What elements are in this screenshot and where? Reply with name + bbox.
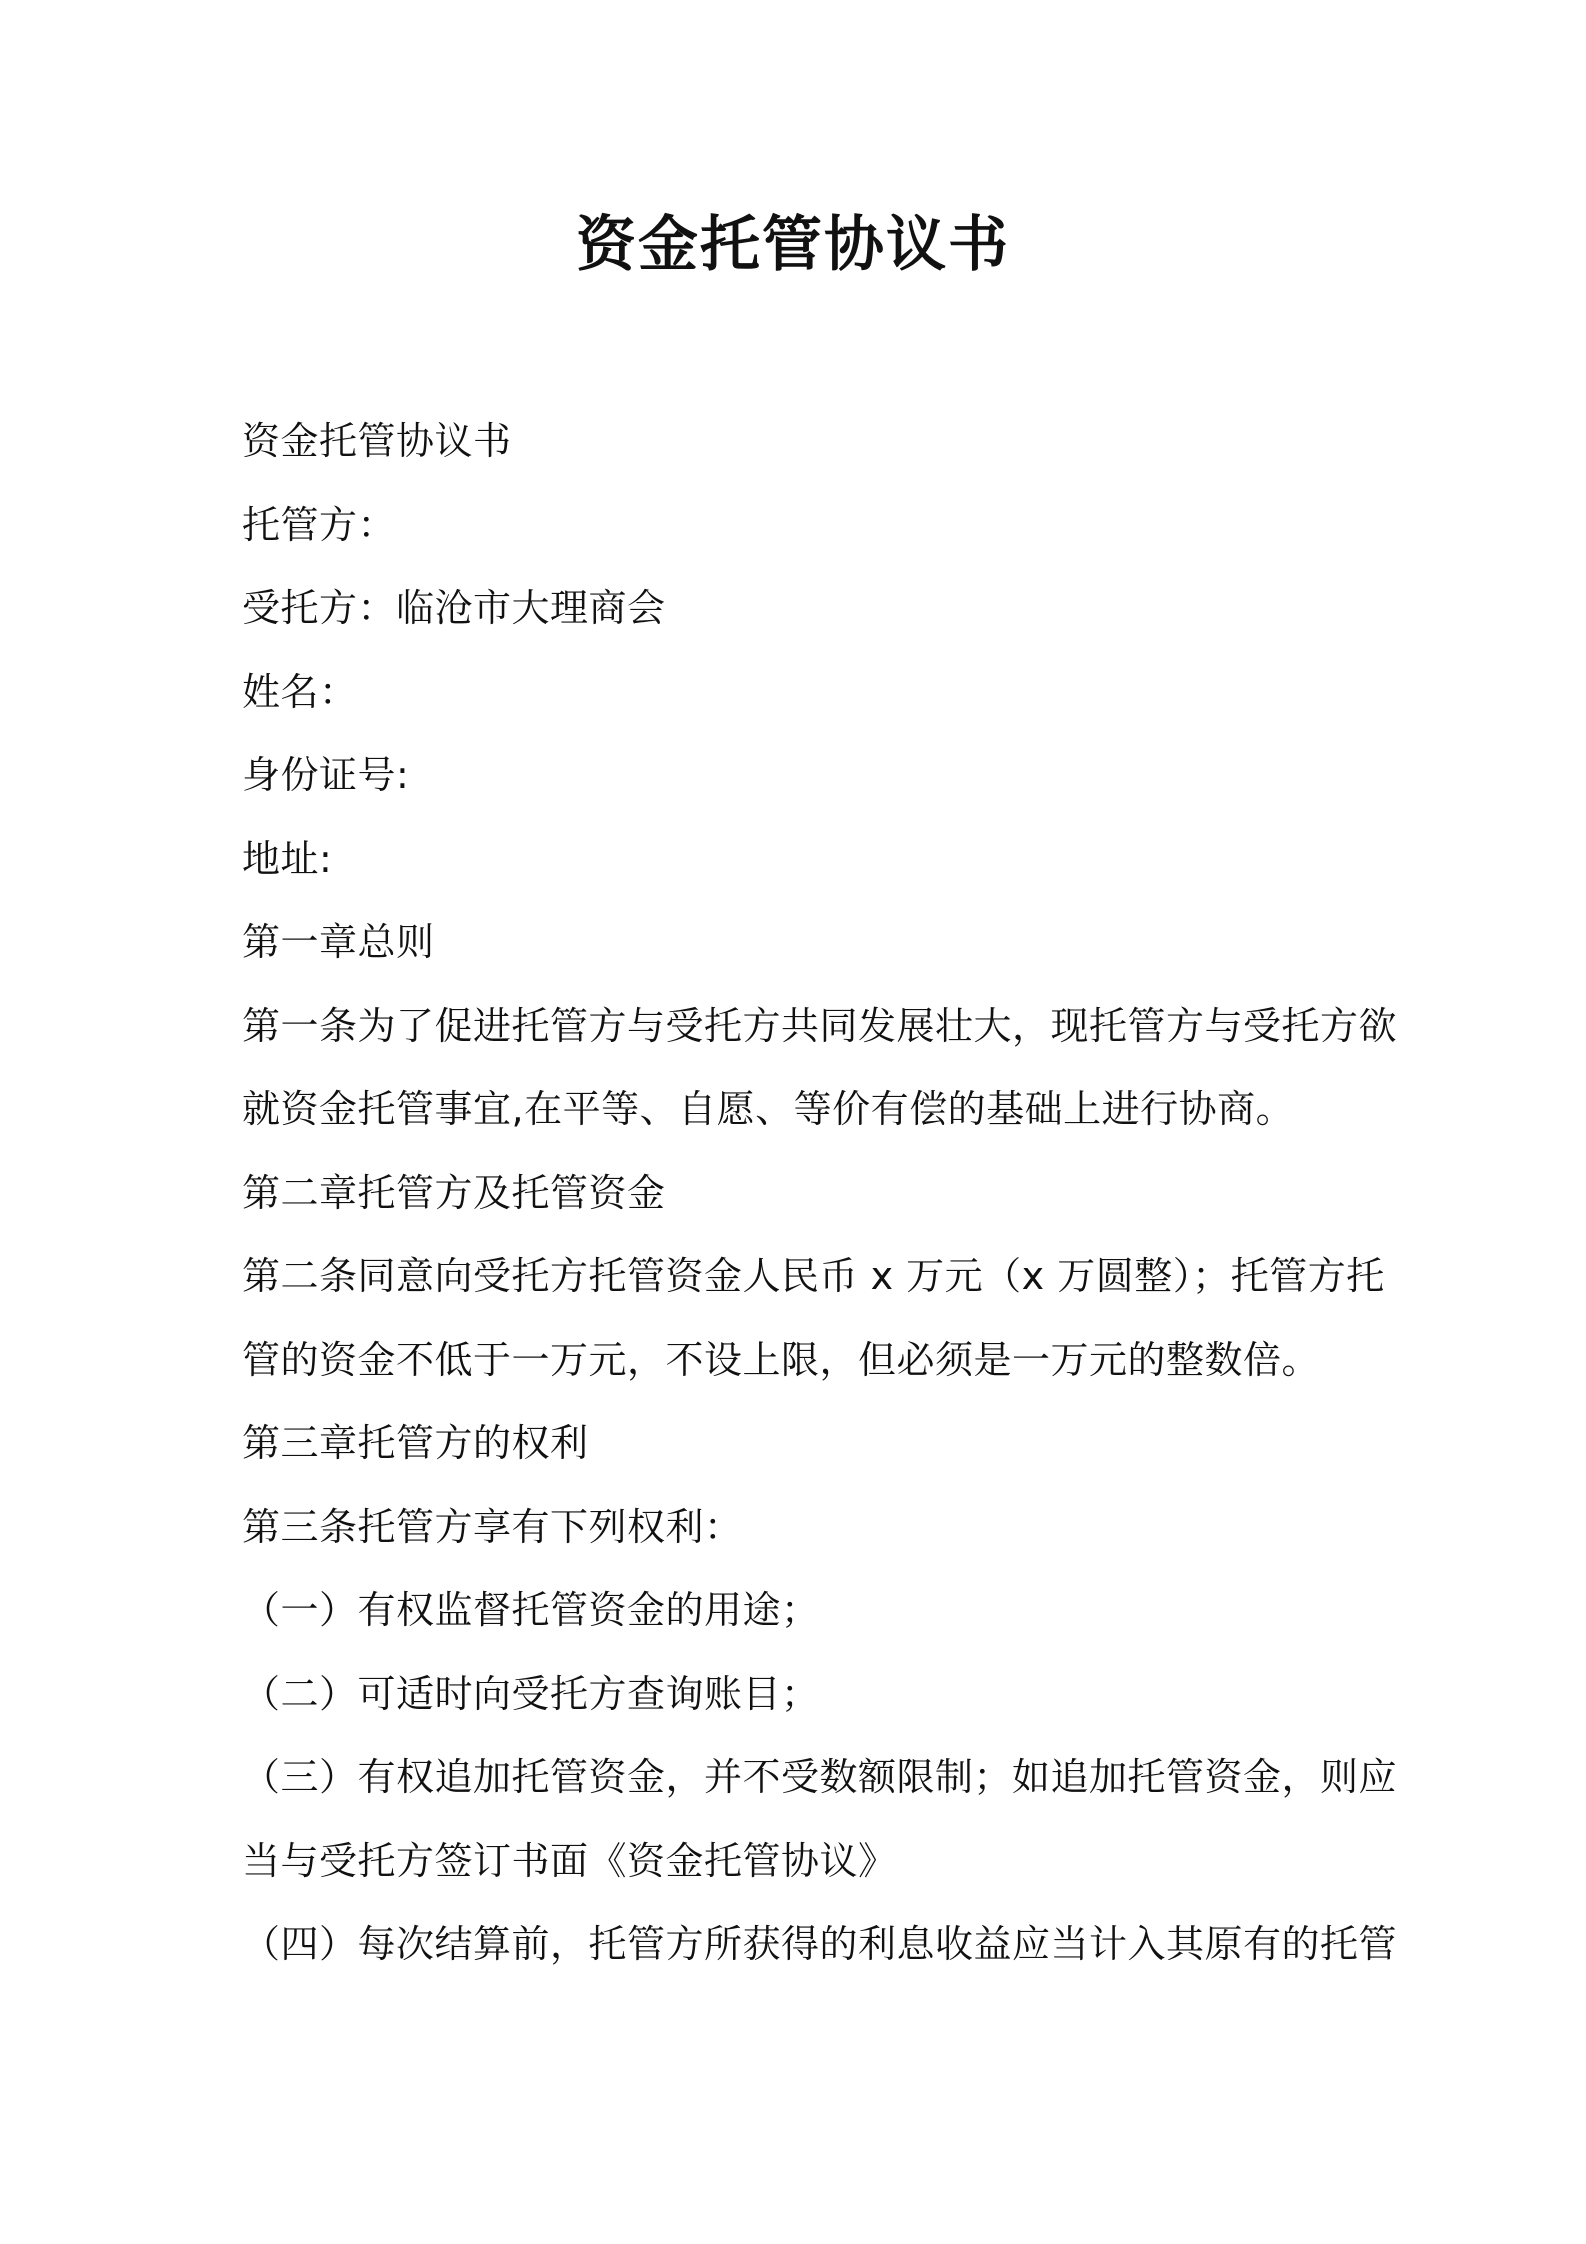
article-3-line-1: 第三条托管方享有下列权利： [242, 1504, 743, 1549]
article-2-line-2: 管的资金不低于一万元，不设上限，但必须是一万元的整数倍。 [242, 1337, 1321, 1382]
body-line-name: 姓名： [242, 669, 358, 714]
right-item-3-line-1: （三）有权追加托管资金，并不受数额限制；如追加托管资金，则应 [242, 1755, 1398, 1799]
chapter-2-heading: 第二章托管方及托管资金 [242, 1170, 666, 1215]
article-2-line-1: 第二条同意向受托方托管资金人民币 x 万元（x 万圆整）；托管方托 [242, 1254, 1385, 1298]
right-item-3-line-2: 当与受托方签订书面《资金托管协议》 [242, 1838, 897, 1883]
body-line-id-number: 身份证号: [242, 753, 410, 797]
right-item-2: （二）可适时向受托方查询账目； [242, 1671, 820, 1716]
document-title: 资金托管协议书 [576, 210, 1010, 280]
article-1-line-1: 第一条为了促进托管方与受托方共同发展壮大，现托管方与受托方欲 [242, 1003, 1398, 1048]
document-body [242, 400, 1398, 1987]
body-line-heading: 资金托管协议书 [242, 419, 512, 463]
body-line-custodian: 托管方： [242, 502, 397, 547]
article-1-line-2: 就资金托管事宜,在平等、自愿、等价有偿的基础上进行协商。 [242, 1087, 1295, 1131]
chapter-3-heading: 第三章托管方的权利 [242, 1421, 589, 1465]
body-line-address: 地址: [242, 836, 333, 881]
chapter-1-heading: 第一章总则 [242, 920, 435, 964]
body-line-trustee: 受托方：临沧市大理商会 [242, 586, 666, 630]
right-item-4-line-1: （四）每次结算前，托管方所获得的利息收益应当计入其原有的托管 [242, 1922, 1398, 1966]
right-item-1: （一）有权监督托管资金的用途； [242, 1588, 820, 1632]
